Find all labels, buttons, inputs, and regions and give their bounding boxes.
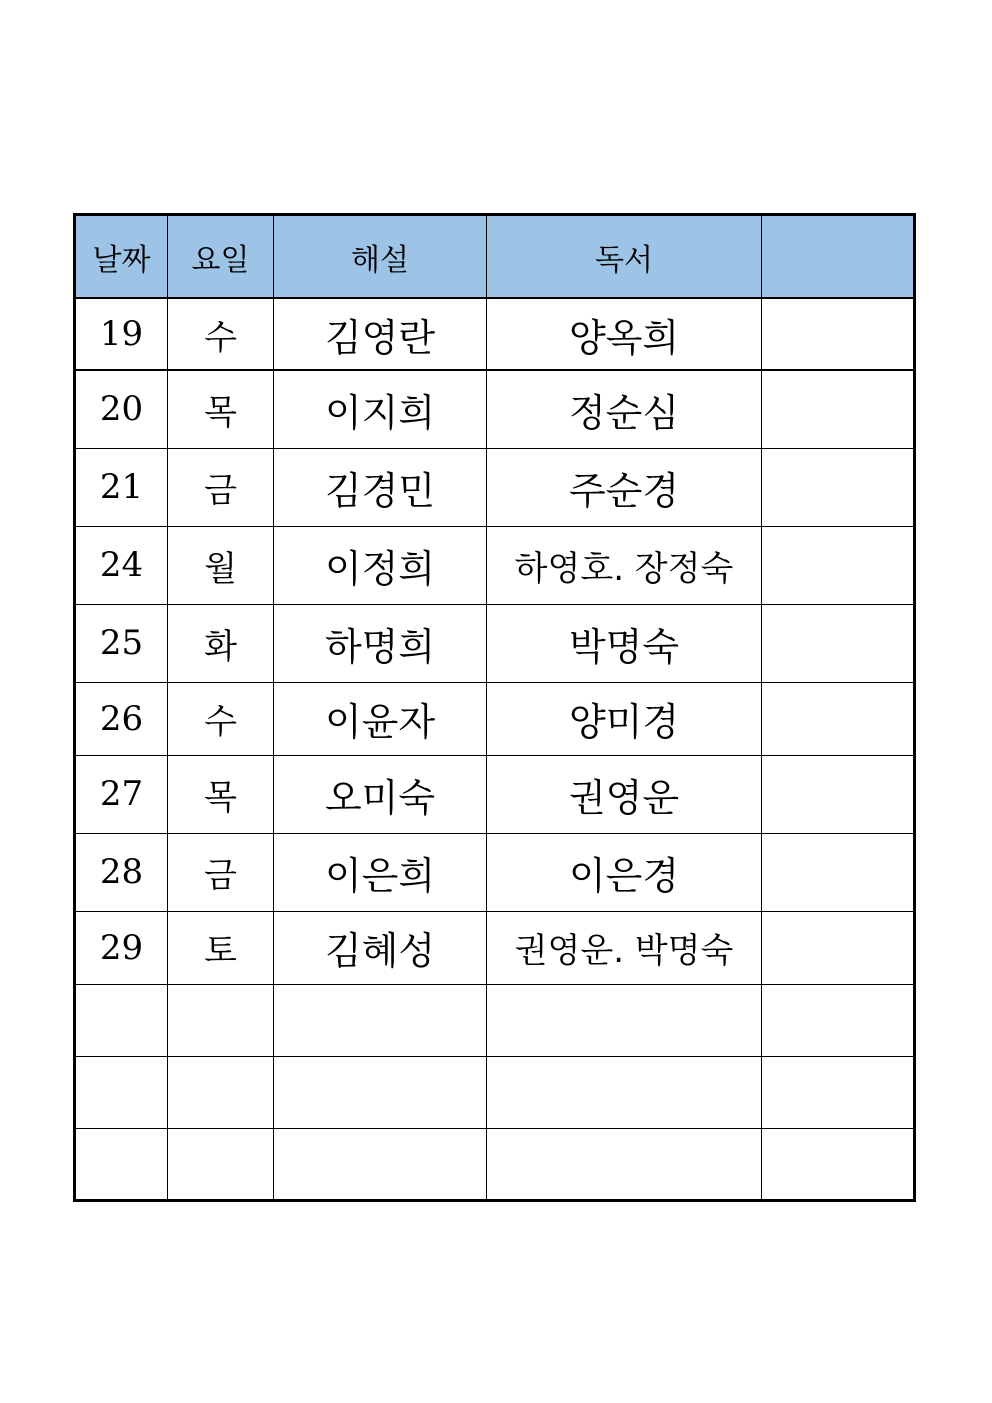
extra-cell	[762, 298, 915, 370]
day-cell: 금	[168, 448, 274, 526]
header-extra	[762, 215, 915, 299]
commentary-cell: 하명희	[274, 604, 487, 682]
commentary-cell: 김혜성	[274, 911, 487, 984]
table-row	[75, 833, 915, 911]
commentary-cell	[274, 1128, 487, 1200]
reading-cell: 양미경	[487, 682, 762, 755]
extra-cell	[762, 526, 915, 604]
reading-cell	[487, 1128, 762, 1200]
commentary-cell: 이윤자	[274, 682, 487, 755]
day-cell: 목	[168, 755, 274, 833]
day-cell	[168, 1128, 274, 1200]
table-row	[75, 1056, 915, 1128]
date-cell: 26	[75, 682, 168, 755]
day-cell: 수	[168, 682, 274, 755]
header-reading: 독서	[487, 215, 762, 299]
reading-cell: 권영운. 박명숙	[487, 911, 762, 984]
commentary-cell: 이지희	[274, 370, 487, 448]
day-cell: 목	[168, 370, 274, 448]
reading-cell: 박명숙	[487, 604, 762, 682]
commentary-cell: 이은희	[274, 833, 487, 911]
date-cell: 27	[75, 755, 168, 833]
commentary-cell: 이정희	[274, 526, 487, 604]
day-cell: 화	[168, 604, 274, 682]
header-date: 날짜	[75, 215, 168, 299]
table-row	[75, 755, 915, 833]
commentary-cell	[274, 1056, 487, 1128]
date-cell: 24	[75, 526, 168, 604]
date-cell: 20	[75, 370, 168, 448]
extra-cell	[762, 682, 915, 755]
day-cell: 수	[168, 298, 274, 370]
extra-cell	[762, 448, 915, 526]
day-cell: 월	[168, 526, 274, 604]
header-commentary: 해설	[274, 215, 487, 299]
date-cell	[75, 1128, 168, 1200]
extra-cell	[762, 755, 915, 833]
table-row	[75, 682, 915, 755]
header-row	[75, 215, 915, 299]
commentary-cell: 오미숙	[274, 755, 487, 833]
reading-cell	[487, 1056, 762, 1128]
table-row	[75, 984, 915, 1056]
date-cell: 29	[75, 911, 168, 984]
reading-cell: 하영호. 장정숙	[487, 526, 762, 604]
day-cell	[168, 1056, 274, 1128]
extra-cell	[762, 833, 915, 911]
extra-cell	[762, 370, 915, 448]
extra-cell	[762, 604, 915, 682]
date-cell: 25	[75, 604, 168, 682]
reading-cell: 주순경	[487, 448, 762, 526]
commentary-cell: 김경민	[274, 448, 487, 526]
table-row	[75, 298, 915, 370]
extra-cell	[762, 1128, 915, 1200]
day-cell: 토	[168, 911, 274, 984]
date-cell	[75, 1056, 168, 1128]
schedule-table	[73, 213, 916, 1202]
commentary-cell: 김영란	[274, 298, 487, 370]
date-cell: 28	[75, 833, 168, 911]
table-row	[75, 1128, 915, 1200]
reading-cell: 양옥희	[487, 298, 762, 370]
table-row	[75, 604, 915, 682]
extra-cell	[762, 911, 915, 984]
table-row	[75, 911, 915, 984]
commentary-cell	[274, 984, 487, 1056]
day-cell	[168, 984, 274, 1056]
table-row	[75, 370, 915, 448]
extra-cell	[762, 1056, 915, 1128]
table-row	[75, 526, 915, 604]
reading-cell: 이은경	[487, 833, 762, 911]
day-cell: 금	[168, 833, 274, 911]
header-day: 요일	[168, 215, 274, 299]
table-row	[75, 448, 915, 526]
extra-cell	[762, 984, 915, 1056]
reading-cell	[487, 984, 762, 1056]
reading-cell: 권영운	[487, 755, 762, 833]
date-cell: 21	[75, 448, 168, 526]
date-cell: 19	[75, 298, 168, 370]
reading-cell: 정순심	[487, 370, 762, 448]
date-cell	[75, 984, 168, 1056]
